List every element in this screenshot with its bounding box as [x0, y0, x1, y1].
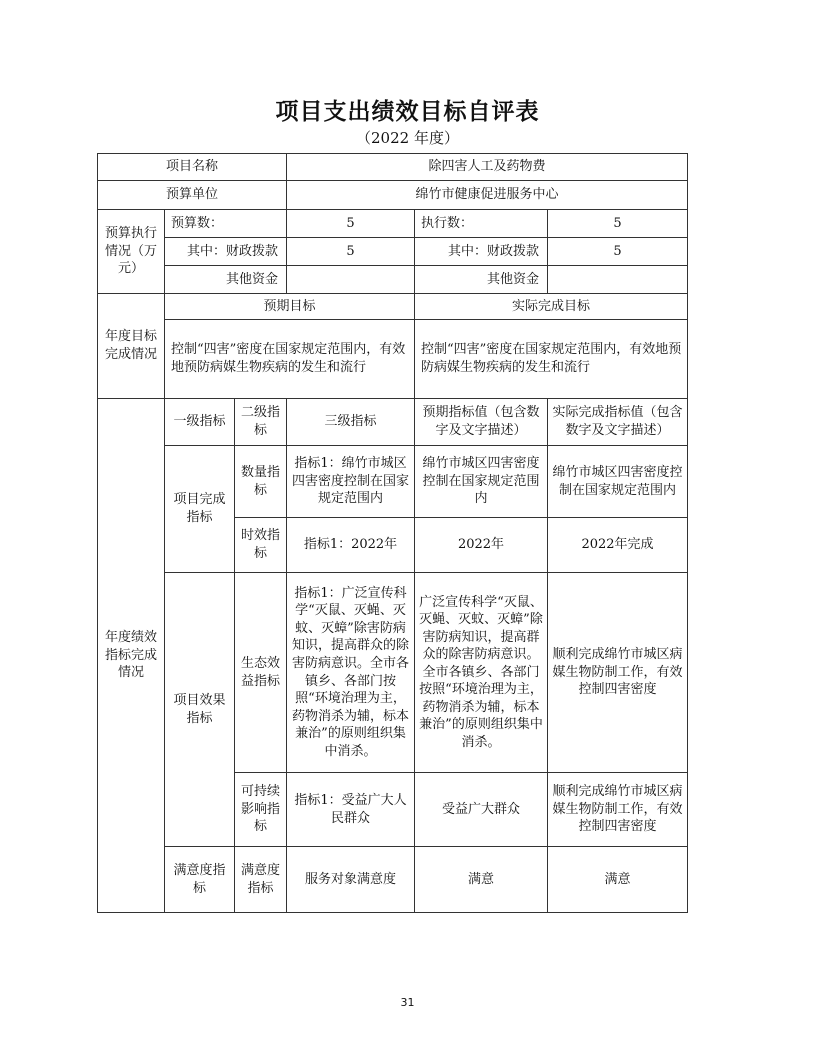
satisfaction-indicator-label: 满意度指标: [165, 847, 235, 913]
expected-goal-header: 预期目标: [165, 294, 415, 320]
other-funds-row: [98, 266, 688, 294]
execution-amount-label: 执行数：: [415, 210, 548, 238]
fiscal-budget-label: 其中：财政拨款: [165, 238, 287, 266]
ecological-actual-value: 顺利完成绵竹市城区病媒生物防制工作，有效控制四害密度: [548, 573, 688, 773]
ecological-expected-value: 广泛宣传科学“灭鼠、灭蝇、灭蚊、灭蟑”除害防病知识，提高群众的除害防病意识。全市各镇乡、各部门按照“环境治理为主，药物消杀为辅，标本兼治”的原则组织集中消杀。: [415, 573, 548, 773]
fiscal-budget-value: 5: [287, 238, 415, 266]
budget-unit-label: 预算单位: [98, 181, 287, 210]
timeliness-expected-value: 2022年: [415, 518, 548, 573]
project-name-row: [98, 154, 688, 181]
page-number: 31: [400, 996, 415, 1009]
expected-value-header: 预期指标值（包含数字及文字描述）: [415, 399, 548, 446]
fiscal-exec-value: 5: [548, 238, 688, 266]
page-subtitle-year: （2022 年度）: [356, 129, 459, 147]
quantity-expected-value: 绵竹市城区四害密度控制在国家规定范围内: [415, 446, 548, 518]
quantity-indicator-row: [98, 446, 688, 518]
actual-goal-header: 实际完成目标: [415, 294, 688, 320]
ecological-indicator-text: 指标1：广泛宣传科学“灭鼠、灭蝇、灭蚊、灭蟑”除害防病知识，提高群众的除害防病意识。全市各镇乡、各部门按照“环境治理为主，药物消杀为辅，标本兼治”的原则组织集中消杀。: [287, 573, 415, 773]
other-funds-budget-label: 其他资金: [165, 266, 287, 294]
ecological-indicator-label: 生态效益指标: [235, 573, 287, 773]
effect-indicator-label: 项目效果指标: [165, 573, 235, 847]
fiscal-exec-label: 其中：财政拨款: [415, 238, 548, 266]
annual-goal-content-row: [98, 320, 688, 399]
budget-amount-value: 5: [287, 210, 415, 238]
quantity-actual-value: 绵竹市城区四害密度控制在国家规定范围内: [548, 446, 688, 518]
other-funds-exec-label: 其他资金: [415, 266, 548, 294]
quantity-indicator-text: 指标1：绵竹市城区四害密度控制在国家规定范围内: [287, 446, 415, 518]
quantity-indicator-label: 数量指标: [235, 446, 287, 518]
timeliness-actual-value: 2022年完成: [548, 518, 688, 573]
ecological-indicator-row: [98, 573, 688, 773]
sustainable-actual-value: 顺利完成绵竹市城区病媒生物防制工作，有效控制四害密度: [548, 773, 688, 847]
other-funds-exec-value: [548, 266, 688, 294]
budget-unit-value: 绵竹市健康促进服务中心: [287, 181, 688, 210]
sustainable-indicator-label: 可持续影响指标: [235, 773, 287, 847]
other-funds-budget-value: [287, 266, 415, 294]
indicator-section-label: 年度绩效指标完成情况: [98, 399, 165, 913]
page-title: 项目支出绩效目标自评表: [275, 99, 540, 125]
output-indicator-label: 项目完成指标: [165, 446, 235, 573]
sustainable-expected-value: 受益广大群众: [415, 773, 548, 847]
budget-amount-row: [98, 210, 688, 238]
satisfaction-actual-value: 满意: [548, 847, 688, 913]
budget-unit-row: [98, 181, 688, 210]
satisfaction-sub-label: 满意度指标: [235, 847, 287, 913]
annual-goal-header-row: [98, 294, 688, 320]
indicator-header-row: [98, 399, 688, 446]
actual-goal-text: 控制“四害”密度在国家规定范围内，有效地预防病媒生物疾病的发生和流行: [415, 320, 688, 399]
project-name-value: 除四害人工及药物费: [287, 154, 688, 181]
level2-header: 二级指标: [235, 399, 287, 446]
annual-goal-section-label: 年度目标完成情况: [98, 294, 165, 399]
timeliness-indicator-label: 时效指标: [235, 518, 287, 573]
self-evaluation-table: [97, 153, 688, 913]
level1-header: 一级指标: [165, 399, 235, 446]
timeliness-indicator-text: 指标1：2022年: [287, 518, 415, 573]
level3-header: 三级指标: [287, 399, 415, 446]
budget-section-label: 预算执行情况（万元）: [98, 210, 165, 294]
satisfaction-indicator-text: 服务对象满意度: [287, 847, 415, 913]
budget-amount-label: 预算数：: [165, 210, 287, 238]
project-name-label: 项目名称: [98, 154, 287, 181]
sustainable-indicator-text: 指标1：受益广大人民群众: [287, 773, 415, 847]
execution-amount-value: 5: [548, 210, 688, 238]
satisfaction-indicator-row: [98, 847, 688, 913]
actual-value-header: 实际完成指标值（包含数字及文字描述）: [548, 399, 688, 446]
satisfaction-expected-value: 满意: [415, 847, 548, 913]
expected-goal-text: 控制“四害”密度在国家规定范围内，有效地预防病媒生物疾病的发生和流行: [165, 320, 415, 399]
fiscal-allocation-row: [98, 238, 688, 266]
